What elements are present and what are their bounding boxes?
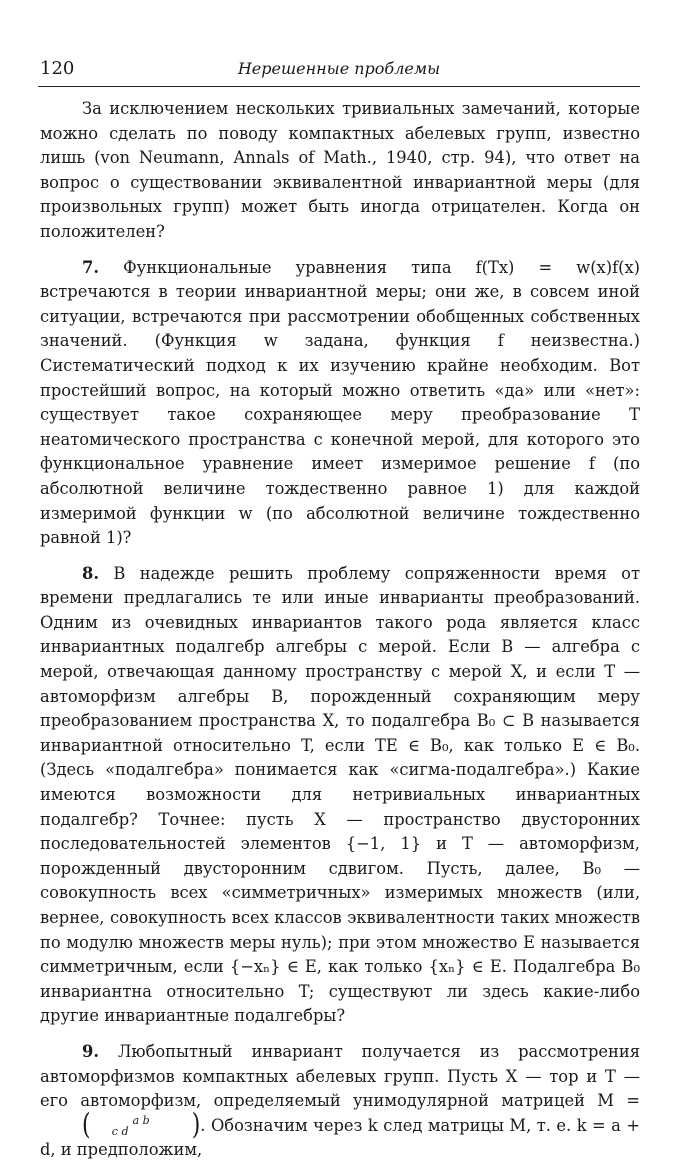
paragraph-8 <box>40 562 640 1029</box>
paragraph-intro <box>40 97 640 245</box>
matrix-row: a b <box>132 1114 150 1128</box>
paragraph-number: 7. <box>82 257 99 277</box>
paragraph-9 <box>40 1040 640 1163</box>
running-title: Нерешенные проблемы <box>237 59 441 78</box>
right-paren: ) <box>191 1109 201 1142</box>
paragraph-number: 9. <box>82 1041 99 1061</box>
paragraph-text: . Обозначим через k след матрицы M, т. е. k = a + d, и предположим, <box>40 1115 640 1160</box>
matrix <box>91 1115 150 1137</box>
paragraph-text: В надежде решить проблему сопряженности время от времени предлагались те или иные инварианты преобразований. Одним из очевидных инвариантов такого рода является класс инвариантных подалгебр алгебры с мерой. Если B — алгебра с мерой, отвечающая данному пространству с мерой X, и если T — автоморфизм алгебры B, порожденный сохраняющим меру преобразованием пространства X, то подалгебра B₀ ⊂ B называется инвариантной относительно T, если TE ∈ B₀, как только E ∈ B₀. (Здесь «подалгебра» понимается как «сигма-подалгебра».) Какие имеются возможности для нетривиальных инвариантных подалгебр? Точнее: пусть X — пространство двусторонних последовательностей элементов {−1, 1} и T — автоморфизм, порожденный двусторонним сдвигом. Пусть, далее, B₀ — совокупность всех «симметричных» измеримых множеств (или, вернее, совокупность всех классов эквивалентности таких множеств по модулю множеств меры нуль); при этом множество E называется симметричным, если {−xₙ} ∈ E, как только {xₙ} ∈ E. Подалгебра B₀ инвариантна относительно T; существуют ли здесь какие-либо другие инвариантные подалгебры? <box>40 563 640 1026</box>
paragraph-text: Любопытный инвариант получается из рассмотрения автоморфизмов компактных абелевых групп. Пусть X — тор и T — его автоморфизм, определяемый унимодулярной матрицей M = <box>40 1041 640 1111</box>
paragraph-text: Функциональные уравнения типа f(Tx) = w(x)f(x) встречаются в теории инвариантной меры; они же, в совсем иной ситуации, встречаются при рассмотрении обобщенных собственных значений. (Функция w задана, функция f неизвестна.) Систематический подход к их изучению крайне необходим. Вот простейший вопрос, на который можно ответить «да» или «нет»: существует такое сохраняющее меру преобразование T неатомического пространства с конечной мерой, для которого это функциональное уравнение имеет измеримое решение f (по абсолютной величине тождественно равное 1) для каждой измеримой функции w (по абсолютной величине тождественно равной 1)? <box>40 257 640 548</box>
page-header <box>38 56 640 87</box>
left-paren: ( <box>82 1109 91 1142</box>
matrix-row: c d <box>111 1125 129 1139</box>
page-number: 120 <box>40 58 75 79</box>
paragraph-number: 8. <box>82 563 99 583</box>
paragraph-7 <box>40 256 640 551</box>
body-text <box>40 97 640 1174</box>
paragraph-text: За исключением нескольких тривиальных замечаний, которые можно сделать по поводу компактных абелевых групп, известно лишь (von Neumann, Annals of Math., 1940, стр. 94), что ответ на вопрос о существовании эквивалентной инвариантной меры (для произвольных групп) может быть иногда отрицателен. Когда он положителен? <box>40 99 640 241</box>
